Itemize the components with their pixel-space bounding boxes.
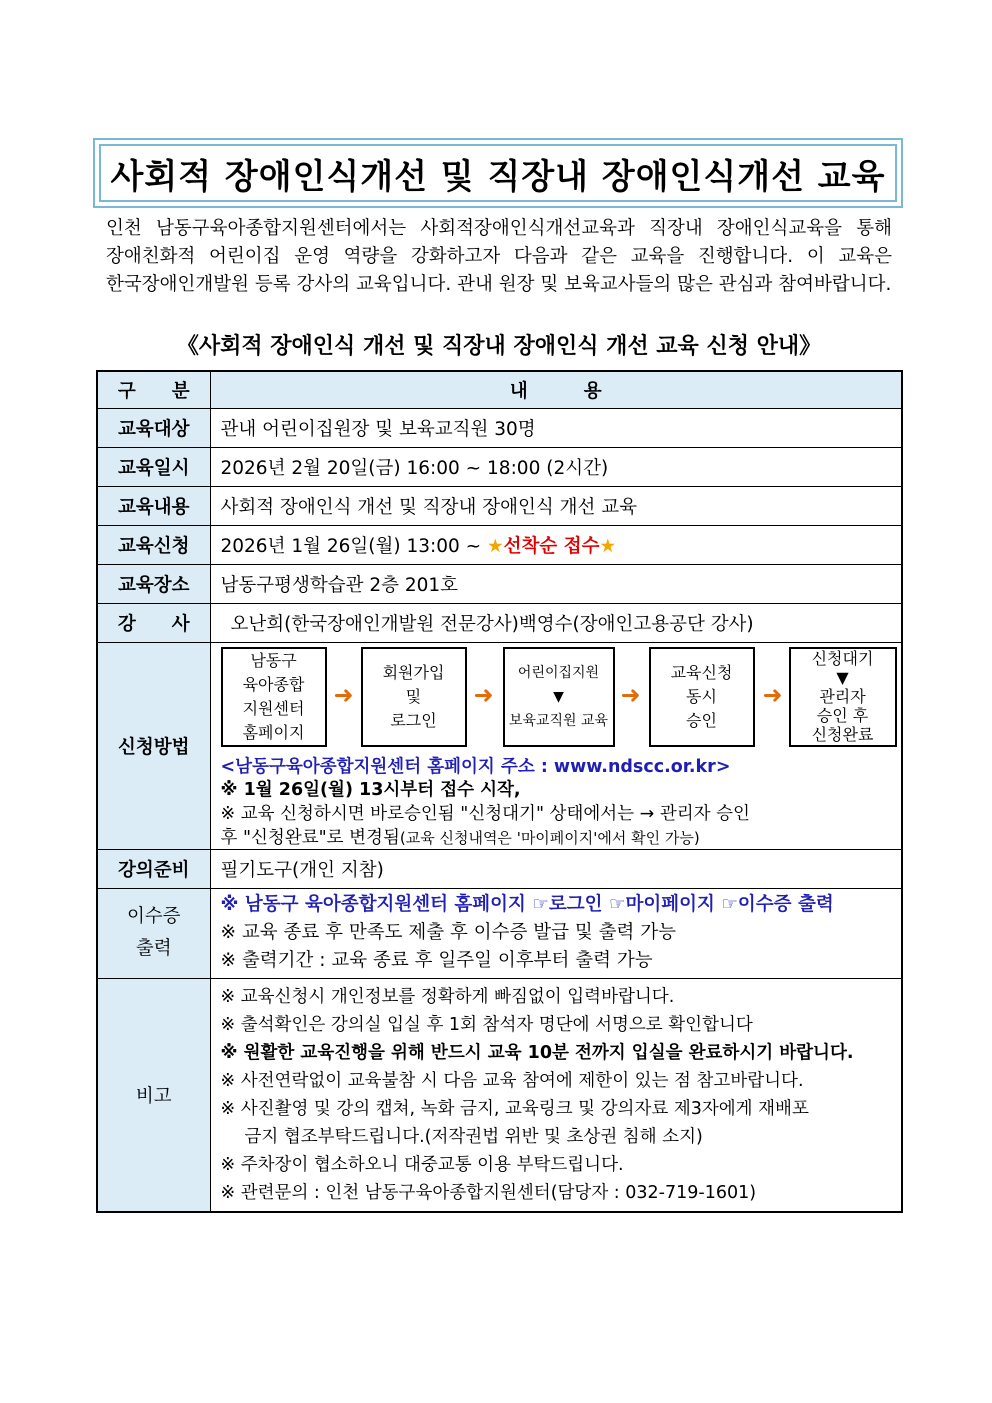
flow-step-text: 어린이집지원: [517, 664, 600, 681]
lecturer-value: 오난희(한국장애인개발원 전문강사)백영수(장애인고용공단 강사): [210, 603, 902, 642]
date-label: 교육일시: [97, 447, 210, 486]
first-come-badge: 선착순 접수: [503, 535, 600, 557]
note-line: ※ 출석확인은 강의실 입실 후 1회 참석자 명단에 서명으로 확인합니다: [220, 1014, 753, 1035]
header-category-char-1: 구: [117, 380, 136, 402]
arrow-down-icon: ▼: [553, 688, 564, 705]
title-frame: [93, 138, 903, 208]
prep-value: 필기도구(개인 지참): [210, 849, 902, 888]
flow-step-login: [361, 647, 467, 747]
table-header-row: [97, 371, 902, 408]
flow-step-text: 교육신청: [670, 662, 733, 682]
target-value: 관내 어린이집원장 및 보육교직원 30명: [210, 408, 902, 447]
header-content-char-1: 내: [509, 380, 528, 402]
flow-step-approval: [649, 647, 755, 747]
certificate-period-line: ※ 출력기간 : 교육 종료 후 일주일 이후부터 출력 가능: [220, 950, 653, 971]
flow-step-text: 홈페이지: [242, 722, 305, 742]
method-note-mypage: (교육 신청내역은 '마이페이지'에서 확인 가능): [399, 828, 700, 847]
table-row-date: [97, 447, 902, 486]
certificate-label-2: 출력: [135, 938, 172, 959]
lecturer-label-cell: [97, 603, 210, 642]
header-content-cell: [210, 371, 902, 408]
certificate-cell: [210, 888, 902, 978]
place-value: 남동구평생학습관 2층 201호: [210, 564, 902, 603]
certificate-label-cell: [97, 888, 210, 978]
notes-cell: [210, 978, 902, 1212]
apply-value-cell: [210, 525, 902, 564]
note-line: ※ 교육신청시 개인정보를 정확하게 빠짐없이 입력바랍니다.: [220, 986, 675, 1007]
flow-step-text: 남동구: [250, 650, 297, 670]
table-row-method: [97, 642, 902, 849]
method-note-approval: ※ 교육 신청하시면 바로승인됨 "신청대기" 상태에서는 → 관리자 승인: [220, 803, 750, 824]
arrow-right-icon: ➜: [473, 680, 494, 709]
method-note-start: ※ 1월 26일(월) 13시부터 접수 시작,: [220, 779, 521, 800]
star-icon: ★: [487, 535, 504, 557]
note-line: ※ 사전연락없이 교육불참 시 다음 교육 참여에 제한이 있는 점 참고바랍니다.: [220, 1070, 804, 1091]
flow-step-text: 신청대기: [811, 649, 874, 668]
flow-step-text: 관리자: [819, 687, 866, 706]
method-label: 신청방법: [97, 642, 210, 849]
method-cell: [210, 642, 902, 849]
arrow-down-icon: ▼: [836, 668, 849, 687]
content-value: 사회적 장애인식 개선 및 직장내 장애인식 개선 교육: [210, 486, 902, 525]
homepage-url-line: <남동구육아종합지원센터 홈페이지 주소 : www.ndscc.or.kr>: [220, 756, 731, 777]
certificate-issue-line: ※ 교육 종료 후 만족도 제출 후 이수증 발급 및 출력 가능: [220, 922, 676, 943]
certificate-label-1: 이수증: [126, 906, 181, 927]
title-inner-frame: [99, 144, 897, 202]
page-title: 사회적 장애인식개선 및 직장내 장애인식개선 교육: [110, 156, 886, 197]
flow-step-education-menu: [503, 647, 615, 747]
flow-step-text: 보육교직원 교육: [508, 712, 609, 729]
flow-step-text: 및: [405, 686, 422, 706]
table-row-content: [97, 486, 902, 525]
prep-label: 강의준비: [97, 849, 210, 888]
arrow-right-icon: ➜: [762, 680, 783, 709]
table-row-place: [97, 564, 902, 603]
flow-step-text: 동시: [686, 686, 717, 706]
table-row-notes: [97, 978, 902, 1212]
apply-label: 교육신청: [97, 525, 210, 564]
flow-step-complete: [789, 647, 897, 747]
date-value: 2026년 2월 20일(금) 16:00 ~ 18:00 (2시간): [210, 447, 902, 486]
flow-step-text: 지원센터: [242, 698, 305, 718]
table-row-target: [97, 408, 902, 447]
header-category-char-2: 분: [171, 380, 190, 402]
intro-paragraph: 인천 남동구육아종합지원센터에서는 사회적장애인식개선교육과 직장내 장애인식교육을 통해 장애친화적 어린이집 운영 역량을 강화하고자 다음과 같은 교육을 진행합니다. 이 교육은 한국장애인개발원 등록 강사의 교육입니다. 관내 원장 및 보육교사들의 많은 관심과 참여바랍니다.: [106, 218, 892, 295]
target-label: 교육대상: [97, 408, 210, 447]
notes-label: 비고: [97, 978, 210, 1212]
certificate-path-line: ※ 남동구 육아종합지원센터 홈페이지 ☞로그인 ☞마이페이지 ☞이수증 출력: [220, 894, 834, 915]
note-line-continued: 금지 협조부탁드립니다.(저작권법 위반 및 초상권 침해 소지): [244, 1126, 703, 1147]
lecturer-label-char-1: 강: [117, 613, 136, 635]
table-row-lecturer: [97, 603, 902, 642]
method-note-complete: [221, 827, 894, 849]
method-note-complete-text: 후 "신청완료"로 변경됨: [220, 827, 400, 848]
flow-step-text: 승인 후: [816, 706, 869, 725]
note-line: ※ 주차장이 협소하오니 대중교통 이용 부탁드립니다.: [220, 1154, 624, 1175]
info-table: [96, 370, 903, 1213]
flow-step-text: 승인: [686, 710, 717, 730]
flow-step-homepage: [221, 647, 327, 747]
table-row-certificate: [97, 888, 902, 978]
content-label: 교육내용: [97, 486, 210, 525]
lecturer-label-char-2: 사: [171, 613, 190, 635]
note-line-emphasis: ※ 원활한 교육진행을 위해 반드시 교육 10분 전까지 입실을 완료하시기 바랍니다.: [220, 1042, 854, 1063]
note-line-contact: ※ 관련문의 : 인천 남동구육아종합지원센터(담당자 : 032-719-1601): [220, 1182, 757, 1203]
place-label: 교육장소: [97, 564, 210, 603]
header-category-cell: [97, 371, 210, 408]
apply-value: 2026년 1월 26일(월) 13:00 ~: [220, 535, 482, 557]
section-subtitle: 《사회적 장애인식 개선 및 직장내 장애인식 개선 교육 신청 안내》: [176, 334, 822, 359]
flow-step-text: 육아종합: [242, 674, 305, 694]
flow-step-text: 신청완료: [811, 725, 874, 744]
note-line: ※ 사진촬영 및 강의 캡쳐, 녹화 금지, 교육링크 및 강의자료 제3자에게 재배포: [220, 1098, 809, 1119]
table-row-prep: [97, 849, 902, 888]
arrow-right-icon: ➜: [620, 680, 641, 709]
flow-step-text: 로그인: [390, 710, 437, 730]
signup-flow-diagram: [221, 643, 894, 755]
table-row-apply: [97, 525, 902, 564]
star-icon: ★: [599, 535, 617, 557]
header-content-char-2: 용: [583, 380, 602, 402]
flow-step-text: 회원가입: [382, 662, 445, 682]
arrow-right-icon: ➜: [333, 680, 354, 709]
